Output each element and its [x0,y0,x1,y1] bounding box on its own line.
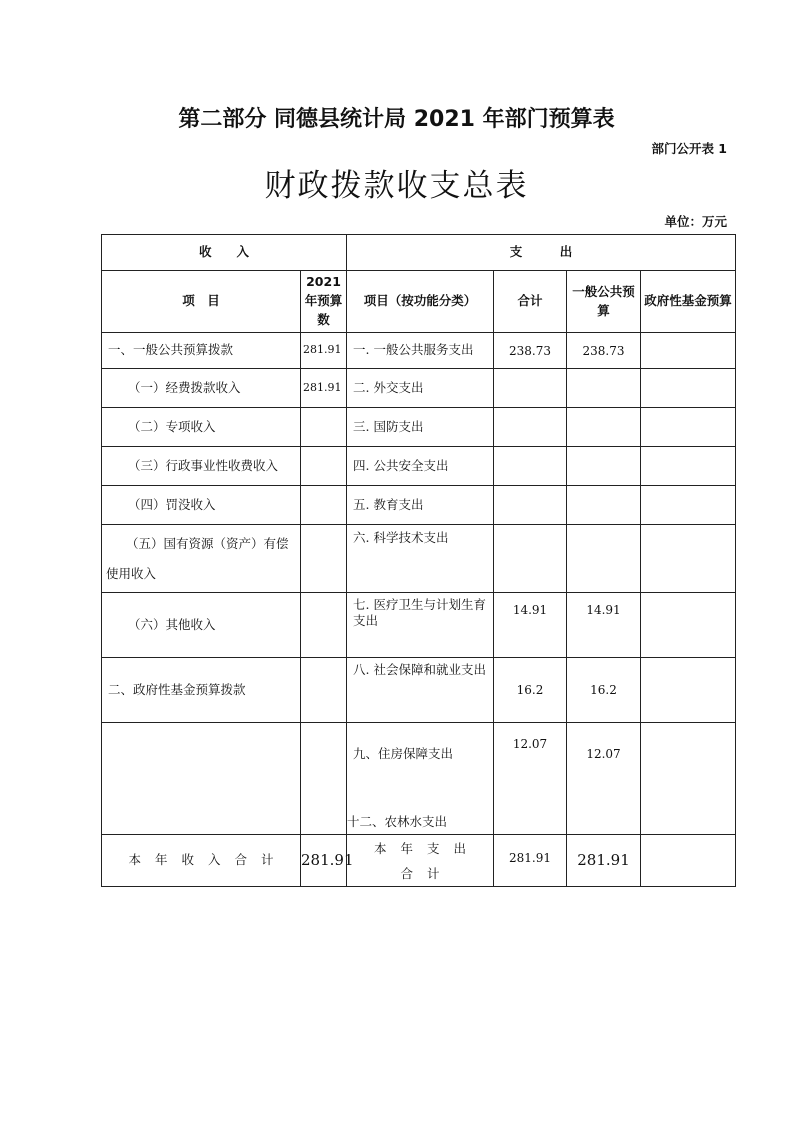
income-amount: 281.91 [301,369,347,408]
income-item: （一）经费拨款收入 [102,369,301,408]
expense-fund [641,369,736,408]
income-amount [301,408,347,447]
expense-item: 七. 医疗卫生与计划生育支出 [347,593,494,658]
expense-item-merged [347,723,494,835]
income-item: 一、一般公共预算拨款 [102,333,301,369]
income-item: （五）国有资源（资产）有偿使用收入 [102,525,301,593]
table-row [102,369,736,408]
expense-item: 二. 外交支出 [347,369,494,408]
expense-total: 14.91 [494,593,567,658]
scan-gap [567,765,640,833]
expense-total [494,408,567,447]
table-row [102,723,736,835]
expense-general: 12.07 [586,747,621,761]
expense-total-cell [494,723,567,835]
table-row [102,486,736,525]
income-amount [301,658,347,723]
income-amount [301,525,347,593]
income-amount [301,593,347,658]
total-income-value: 281.91 [301,835,347,887]
table-row [102,658,736,723]
table-title: 财政拨款收支总表 [264,168,529,204]
total-expense-total: 281.91 [494,835,567,887]
expense-total [494,525,567,593]
income-item: （二）专项收入 [102,408,301,447]
col-year-amount-header: 2021年预算数 [301,271,347,333]
expense-general [567,525,641,593]
table-row [102,593,736,658]
expense-fund [641,486,736,525]
table-row [102,408,736,447]
expense-general [567,369,641,408]
col-func-item-header: 项目（按功能分类） [347,271,494,333]
expense-item-extra: 十二、农林水支出 [347,814,448,830]
table-number: 部门公开表 1 [651,141,727,156]
total-expense-label: 本年支出合计 [347,835,494,887]
income-amount [301,723,347,835]
expense-item: 九、住房保障支出 [353,746,454,761]
expense-total: 16.2 [494,658,567,723]
expense-fund [641,593,736,658]
table-row [102,447,736,486]
income-group-header: 收 入 [102,235,347,271]
expense-group-header: 支 出 [347,235,736,271]
expense-total: 12.07 [512,737,548,751]
total-expense-general: 281.91 [567,835,641,887]
table-row [102,525,736,593]
col-total-header: 合计 [494,271,567,333]
unit-label: 单位：万元 [664,214,727,229]
expense-item: 三. 国防支出 [347,408,494,447]
expense-general [567,447,641,486]
income-item: （三）行政事业性收费收入 [102,447,301,486]
expense-general: 14.91 [567,593,641,658]
expense-item: 四. 公共安全支出 [347,447,494,486]
income-amount: 281.91 [301,333,347,369]
col-general-header: 一般公共预算 [567,271,641,333]
total-row [102,835,736,887]
income-item: 二、政府性基金预算拨款 [102,658,301,723]
expense-general: 16.2 [567,658,641,723]
col-item-header: 项 目 [102,271,301,333]
expense-general [567,486,641,525]
expense-total [494,486,567,525]
expense-fund [641,408,736,447]
expense-item: 五. 教育支出 [347,486,494,525]
income-amount [301,447,347,486]
table-row [102,333,736,369]
column-header-row [102,271,736,333]
expense-general [567,408,641,447]
expense-total [494,447,567,486]
income-item: （六）其他收入 [102,593,301,658]
scan-gap [494,765,566,833]
total-income-label: 本年收入合计 [102,835,301,887]
expense-total: 238.73 [494,333,567,369]
budget-table [101,234,736,887]
expense-fund [641,658,736,723]
expense-general-cell [567,723,641,835]
expense-fund [641,525,736,593]
expense-general: 238.73 [567,333,641,369]
page-title: 第二部分 同德县统计局 2021 年部门预算表 [178,107,615,132]
expense-total [494,369,567,408]
income-item: （四）罚没收入 [102,486,301,525]
col-fund-header: 政府性基金预算 [641,271,736,333]
expense-item: 六. 科学技术支出 [347,525,494,593]
total-expense-fund [641,835,736,887]
income-amount [301,486,347,525]
group-header-row [102,235,736,271]
income-item [102,723,301,835]
expense-item: 一. 一般公共服务支出 [347,333,494,369]
expense-fund [641,447,736,486]
expense-fund [641,333,736,369]
expense-item: 八. 社会保障和就业支出 [347,658,494,723]
expense-fund [641,723,736,835]
